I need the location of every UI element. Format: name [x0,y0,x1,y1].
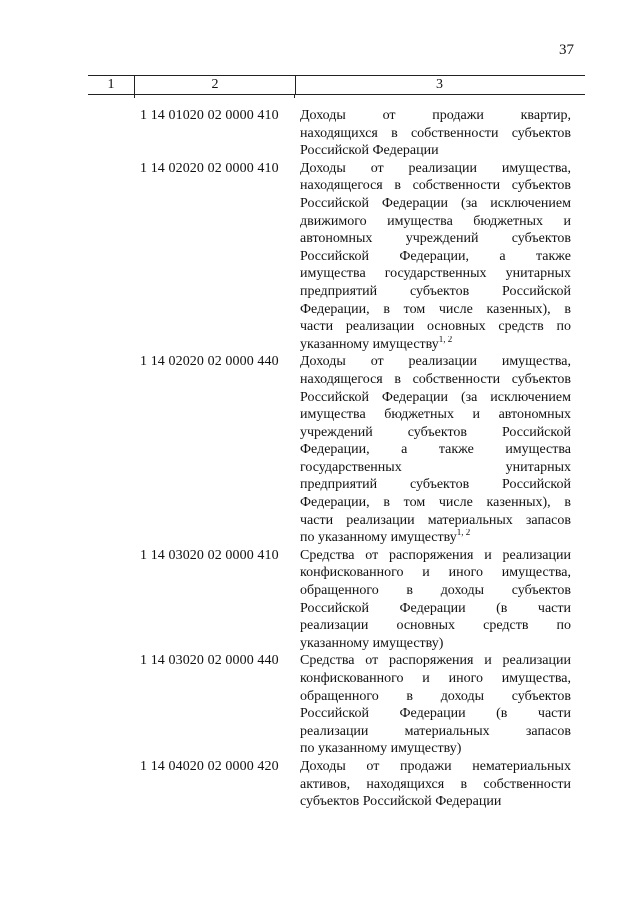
description-line: имущества государственных унитарных [300,266,571,282]
description-line: реализации основных средств по [300,618,571,634]
header-col-2: 2 [134,76,296,94]
description-line: Российской Федерации, а также [300,248,571,264]
description-line: автономных учреждений субъектов [300,231,571,247]
description-line: находящегося в собственности субъектов [300,178,571,194]
description-line: предприятий субъектов Российской [300,283,571,299]
revenue-code-table [140,107,580,811]
description-line: Российской Федерации (за исключением [300,195,571,211]
header-divider-tick [294,94,295,98]
description-line: Средства от распоряжения и реализации [300,547,571,563]
revenue-code: 1 14 02020 02 0000 440 [140,354,279,370]
header-col-3: 3 [436,77,443,92]
description-line: Российской Федерации (в части [300,706,571,722]
description-line: Российской Федерации [300,143,439,159]
table-row [140,353,580,547]
revenue-description [300,160,571,354]
description-line: Федерации, в том числе казенных), в [300,301,571,317]
table-row [140,107,580,160]
footnote-ref: 1, 2 [456,529,471,538]
description-line: Российской Федерации (за исключением [300,389,571,405]
description-line: Российской Федерации (в части [300,600,571,616]
description-line: Федерации, в том числе казенных), в [300,495,571,511]
revenue-description [300,107,571,160]
header-divider-tick [134,94,135,98]
description-line: активов, находящихся в собственности [300,776,571,792]
description-line: указанному имуществу) [300,635,444,651]
table-row [140,160,580,354]
description-line: находящихся в собственности субъектов [300,125,571,141]
revenue-code: 1 14 02020 02 0000 410 [140,160,279,176]
table-row [140,758,580,811]
description-line: указанному имуществу$^{1, 2}$ [300,335,453,352]
description-line: Средства от распоряжения и реализации [300,653,571,669]
description-line: Доходы от реализации имущества, [300,160,571,176]
revenue-description [300,758,571,811]
footnote-ref: 1, 2 [438,335,453,344]
description-line: государственных унитарных [300,459,571,475]
description-line: по указанному имуществу) [300,741,462,757]
page-number: 37 [559,42,574,58]
description-line: учреждений субъектов Российской [300,424,571,440]
table-header [88,75,585,95]
revenue-description [300,353,571,547]
description-line: Федерации, а также имущества [300,442,571,458]
revenue-description [300,547,571,653]
revenue-code: 1 14 03020 02 0000 410 [140,547,279,563]
description-line: движимого имущества бюджетных и [300,213,571,229]
description-line: Доходы от продажи нематериальных [300,758,571,774]
description-line: части реализации материальных запасов [300,512,571,528]
table-row [140,547,580,653]
description-line: конфискованного и иного имущества, [300,671,571,686]
description-line: по указанному имуществу$^{1, 2}$ [300,529,471,546]
revenue-code: 1 14 01020 02 0000 410 [140,108,279,123]
description-line: Доходы от продажи квартир, [300,108,571,123]
description-line: Доходы от реализации имущества, [300,354,571,370]
description-line: предприятий субъектов Российской [300,477,571,493]
description-line: обращенного в доходы субъектов [300,688,571,704]
revenue-code: 1 14 03020 02 0000 440 [140,653,279,669]
header-col-1: 1 [107,77,115,92]
description-line: находящегося в собственности субъектов [300,371,571,387]
description-line: субъектов Российской Федерации [300,794,502,810]
description-line: конфискованного и иного имущества, [300,565,571,581]
revenue-description [300,652,571,758]
description-line: части реализации основных средств по [300,319,571,335]
description-line: имущества бюджетных и автономных [300,407,571,423]
description-line: реализации материальных запасов [300,723,571,739]
description-line: обращенного в доходы субъектов [300,583,571,599]
revenue-code: 1 14 04020 02 0000 420 [140,758,279,774]
table-row [140,652,580,758]
